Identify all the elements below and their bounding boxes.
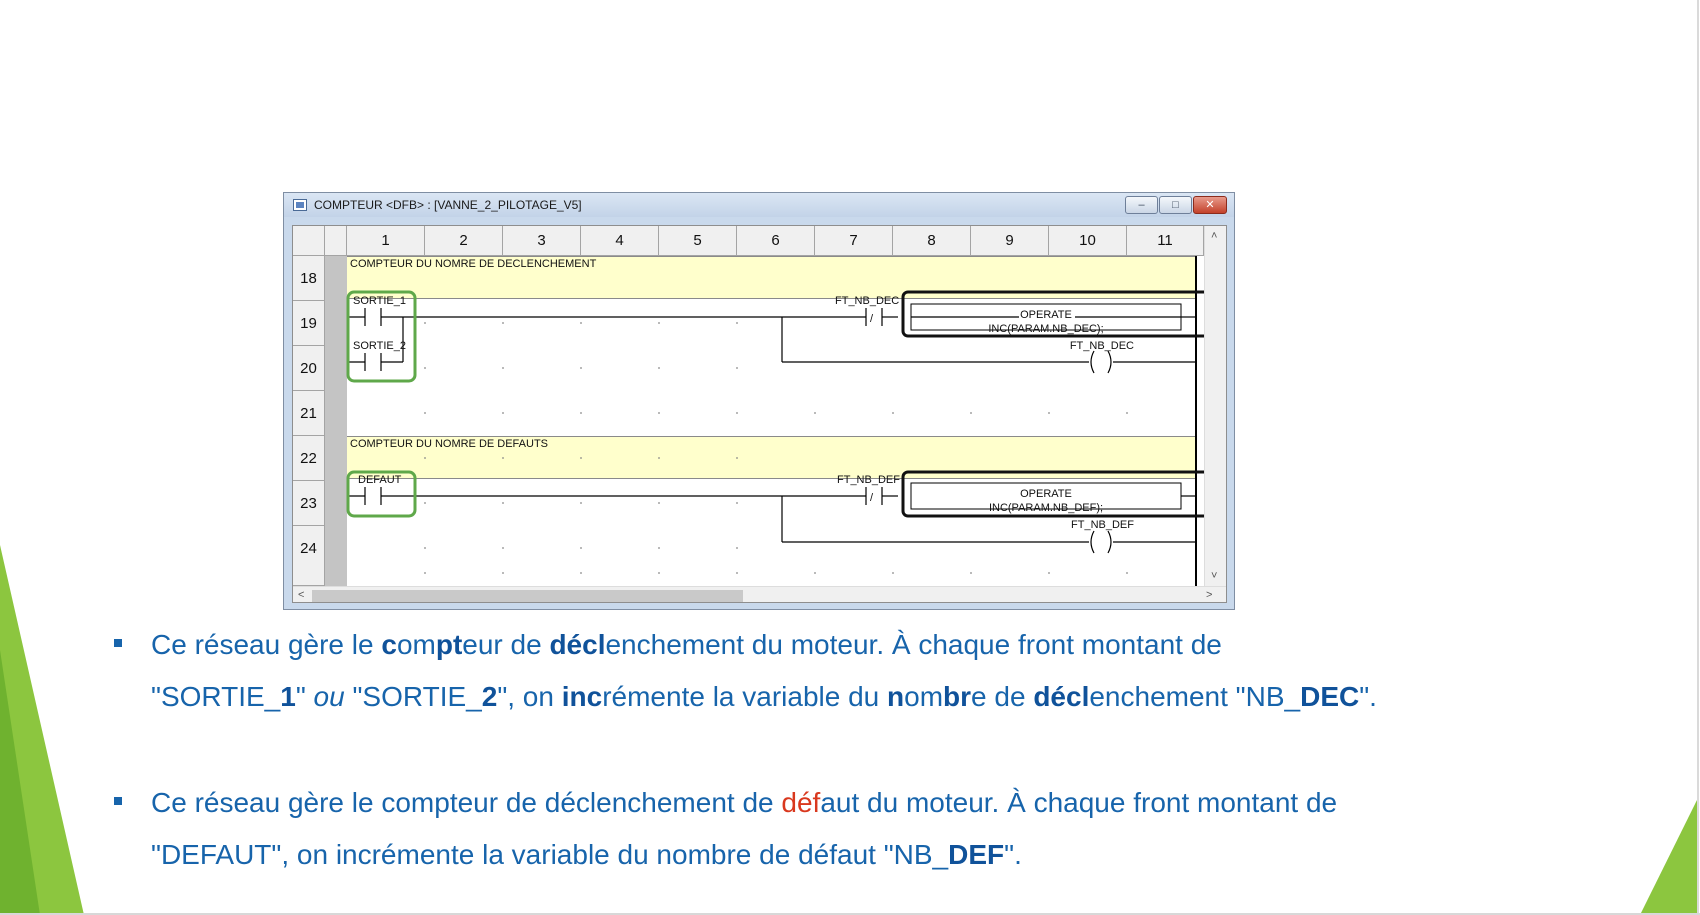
column-header-5[interactable]: 5 bbox=[659, 226, 737, 256]
contact-label-ft-nb-def: FT_NB_DEF bbox=[837, 474, 900, 486]
scroll-up-arrow[interactable]: ˄ bbox=[1211, 230, 1218, 242]
column-header-6[interactable]: 6 bbox=[737, 226, 815, 256]
scroll-right-arrow[interactable]: > bbox=[1206, 589, 1213, 601]
window-title: COMPTEUR <DFB> : [VANNE_2_PILOTAGE_V5] bbox=[314, 198, 582, 212]
bullet-text-declenchement: Ce réseau gère le compteur de déclenchement du moteur. À chaque front montant de "SORTIE_1" ou "SORTIE_2", on incrémente la variable du nombre de déclenchement "NB_DEC". bbox=[151, 629, 1377, 712]
vertical-scrollbar[interactable] bbox=[1204, 226, 1226, 586]
horizontal-scroll-thumb[interactable] bbox=[312, 590, 743, 602]
operate-label-dec: OPERATE bbox=[1020, 309, 1072, 321]
ladder-diagram bbox=[293, 226, 1204, 586]
horizontal-scrollbar[interactable] bbox=[293, 586, 1226, 603]
row-header-21[interactable]: 21 bbox=[293, 391, 325, 436]
app-icon bbox=[293, 199, 307, 211]
column-header-3[interactable]: 3 bbox=[503, 226, 581, 256]
column-header-11[interactable]: 11 bbox=[1127, 226, 1204, 256]
slide-edge-right bbox=[1697, 0, 1699, 915]
coil-label-ft-nb-def: FT_NB_DEF bbox=[1071, 519, 1134, 531]
contact-label-sortie2: SORTIE_2 bbox=[353, 340, 406, 352]
column-header-9[interactable]: 9 bbox=[971, 226, 1049, 256]
bullet-marker bbox=[113, 638, 125, 650]
minimize-button[interactable]: – bbox=[1125, 196, 1158, 214]
operate-label-def: OPERATE bbox=[1020, 488, 1072, 500]
column-header-10[interactable]: 10 bbox=[1049, 226, 1127, 256]
negated-contact-slash: / bbox=[870, 313, 874, 325]
column-header-1[interactable]: 1 bbox=[347, 226, 425, 256]
bullet-text-defaut: Ce réseau gère le compteur de déclenchement de défaut du moteur. À chaque front montant de "DEFAUT", on incrémente la variable du nombre de défaut "NB_DEF". bbox=[151, 787, 1338, 870]
row-header-22[interactable]: 22 bbox=[293, 436, 325, 481]
coil-label-ft-nb-dec: FT_NB_DEC bbox=[1069, 340, 1134, 352]
operate-expression-def: INC(PARAM.NB_DEF); bbox=[988, 502, 1104, 514]
row-header-20[interactable]: 20 bbox=[293, 346, 325, 391]
close-button[interactable]: ✕ bbox=[1193, 196, 1227, 214]
row-header-23[interactable]: 23 bbox=[293, 481, 325, 526]
comment-text: COMPTEUR DU NOMRE DE DEFAUTS bbox=[350, 438, 549, 450]
row-header-18[interactable]: 18 bbox=[293, 256, 325, 301]
column-header-4[interactable]: 4 bbox=[581, 226, 659, 256]
column-header-8[interactable]: 8 bbox=[893, 226, 971, 256]
operate-expression-dec: INC(PARAM.NB_DEC); bbox=[988, 323, 1104, 335]
comment-text: COMPTEUR DU NOMRE DE DECLENCHEMENT bbox=[350, 258, 597, 270]
contact-label-defaut: DEFAUT bbox=[358, 474, 402, 486]
contact-label-ft-nb-dec: FT_NB_DEC bbox=[835, 295, 900, 307]
negated-contact-slash: / bbox=[870, 492, 874, 504]
bullet-marker bbox=[113, 796, 125, 808]
maximize-button[interactable]: □ bbox=[1159, 196, 1192, 214]
title-bar[interactable] bbox=[284, 193, 1234, 217]
ladder-grid[interactable] bbox=[292, 225, 1227, 603]
row-header-24[interactable]: 24 bbox=[293, 526, 325, 586]
ladder-editor-window bbox=[283, 192, 1235, 610]
row-header-19[interactable]: 19 bbox=[293, 301, 325, 346]
column-header-7[interactable]: 7 bbox=[815, 226, 893, 256]
scroll-down-arrow[interactable]: ˅ bbox=[1211, 570, 1218, 582]
contact-label-sortie1: SORTIE_1 bbox=[353, 295, 406, 307]
column-header-2[interactable]: 2 bbox=[425, 226, 503, 256]
scroll-left-arrow[interactable]: < bbox=[298, 589, 305, 601]
